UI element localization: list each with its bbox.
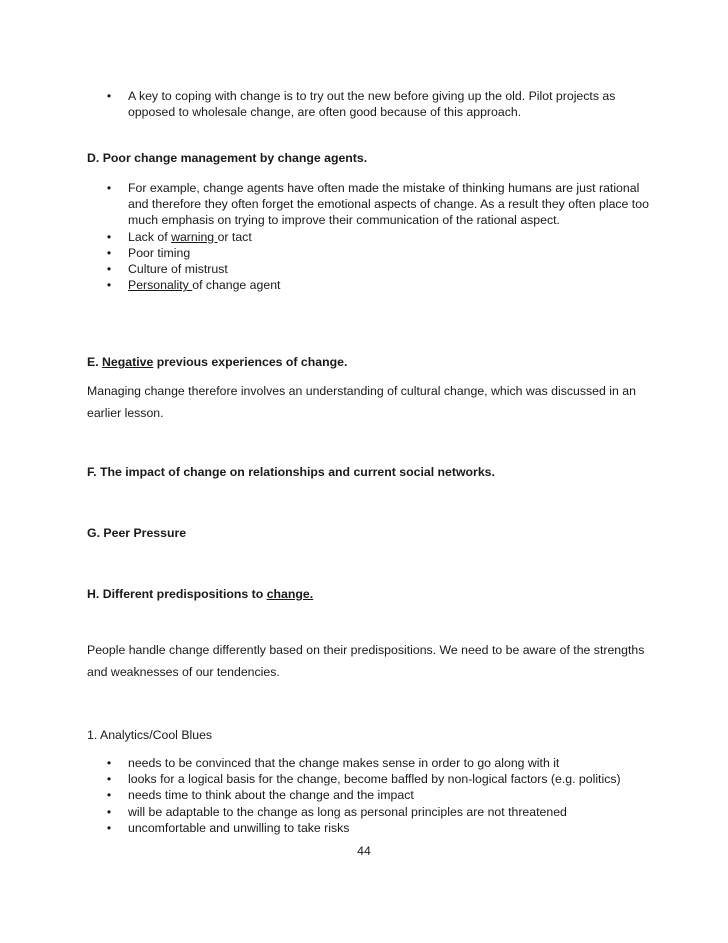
bullet-text: Poor timing (128, 245, 191, 260)
bullet-icon: • (106, 804, 112, 819)
bullet-text: For example, change agents have often made the mistake of thinking humans are just rational and therefore they often forget the emotional aspects of change. As a result they often place too much emphasis on trying to improve their communication of the rational aspect. (128, 181, 649, 228)
list-item (87, 277, 657, 293)
list-item (87, 771, 657, 787)
underlined-term: warning (171, 229, 218, 244)
page-number: 44 (357, 844, 371, 858)
section-e-heading (87, 354, 657, 370)
section-f-heading: F. The impact of change on relationships and current social networks. (87, 465, 495, 479)
analytics-heading: 1. Analytics/Cool Blues (87, 728, 213, 742)
bullet-text: A key to coping with change is to try out the new before giving up the old. Pilot projects as opposed to wholesale change, are often good because of this approach. (128, 89, 616, 120)
bullet-icon: • (106, 772, 112, 787)
list-item (87, 229, 657, 245)
list-item (87, 245, 657, 261)
bullet-text: uncomfortable and unwilling to take risks (128, 820, 350, 835)
intro-bullet-list (87, 88, 657, 120)
bullet-icon: • (106, 820, 112, 835)
bullet-icon: • (106, 89, 112, 103)
bullet-text-post: or tact (217, 229, 252, 244)
bullet-text-post: of change agent (192, 278, 281, 293)
underlined-term: Personality (128, 278, 193, 293)
bullet-text: looks for a logical basis for the change, become baffled by non-logical factors (e.g. politics) (128, 772, 621, 787)
section-e-paragraph: Managing change therefore involves an understanding of cultural change, which was discussed in an earlier lesson. (87, 384, 636, 420)
section-g-heading: G. Peer Pressure (87, 526, 187, 540)
list-item (87, 820, 657, 836)
section-h-paragraph: People handle change differently based on their predispositions. We need to be aware of the strengths and weaknesses of our tendencies. (87, 643, 645, 679)
bullet-icon: • (106, 229, 112, 244)
bullet-text: needs to be convinced that the change makes sense in order to go along with it (128, 756, 560, 770)
list-item (87, 88, 657, 120)
bullet-text: Culture of mistrust (128, 262, 228, 277)
bullet-text: will be adaptable to the change as long as personal principles are not threatened (128, 804, 567, 819)
bullet-icon: • (106, 756, 112, 770)
heading-suffix: previous experiences of change. (153, 355, 348, 369)
section-d-bullet-list (87, 180, 657, 293)
underlined-term: change. (266, 587, 314, 601)
bullet-text-pre: Lack of (128, 229, 172, 244)
section-d-heading: D. Poor change management by change agents. (87, 151, 368, 165)
bullet-icon: • (106, 181, 112, 195)
underlined-term: Negative (102, 355, 154, 369)
bullet-icon: • (106, 788, 112, 803)
list-item (87, 755, 657, 771)
list-item (87, 804, 657, 820)
bullet-icon: • (106, 278, 112, 293)
list-item (87, 261, 657, 277)
list-item (87, 787, 657, 803)
bullet-icon: • (106, 245, 112, 260)
heading-prefix: H. Different predispositions to (87, 587, 267, 601)
bullet-text: needs time to think about the change and the impact (128, 788, 414, 803)
section-h-heading (87, 586, 657, 602)
bullet-icon: • (106, 262, 112, 277)
list-item (87, 180, 657, 229)
analytics-bullet-list (87, 755, 657, 836)
heading-prefix: E. (87, 355, 103, 369)
